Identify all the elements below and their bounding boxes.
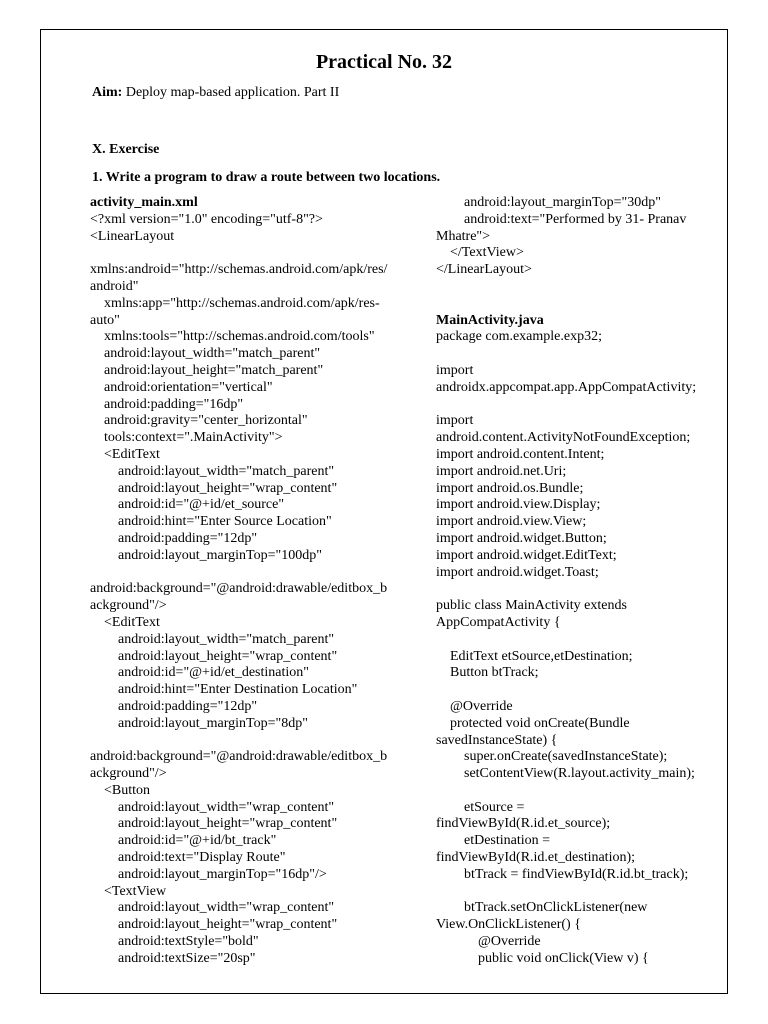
left-code-column <box>90 195 430 968</box>
exercise-heading: X. Exercise <box>92 142 160 157</box>
code-line: android:background="@android:drawable/editbox_b <box>90 749 388 765</box>
code-line: import android.os.Bundle; <box>436 480 584 496</box>
code-line: android:id="@+id/et_source" <box>90 497 285 513</box>
code-line: android:text="Display Route" <box>90 850 286 866</box>
code-line: findViewById(R.id.et_destination); <box>436 850 636 866</box>
code-line: <TextView <box>90 883 167 899</box>
code-line: android:id="@+id/bt_track" <box>90 833 277 849</box>
page-title: Practical No. 32 <box>315 51 453 73</box>
code-line: </LinearLayout> <box>436 262 532 278</box>
code-line: <EditText <box>90 446 160 462</box>
code-line: xmlns:tools="http://schemas.android.com/tools" <box>90 329 375 345</box>
code-line: android:padding="12dp" <box>90 530 258 546</box>
code-line <box>436 884 728 901</box>
code-line <box>436 783 728 800</box>
code-line: android:layout_height="wrap_content" <box>90 816 338 832</box>
code-line: android:id="@+id/et_destination" <box>90 665 309 681</box>
code-line: import android.content.Intent; <box>436 446 605 462</box>
code-line: @Override <box>436 934 541 950</box>
right-code-column <box>436 195 728 968</box>
code-line: android:layout_width="match_parent" <box>90 631 335 647</box>
code-file-heading: activity_main.xml <box>90 195 198 210</box>
code-line: findViewById(R.id.et_source); <box>436 816 611 832</box>
code-line: import android.widget.Button; <box>436 530 607 546</box>
code-line: super.onCreate(savedInstanceState); <box>436 749 668 765</box>
code-line: etSource = <box>436 799 525 815</box>
code-line: Mhatre"> <box>436 228 491 244</box>
code-line: Button btTrack; <box>436 665 539 681</box>
code-line: import android.net.Uri; <box>436 463 567 479</box>
code-line: btTrack = findViewById(R.id.bt_track); <box>436 866 689 882</box>
code-line: android:padding="16dp" <box>90 396 244 412</box>
code-line: <EditText <box>90 614 160 630</box>
code-line: import <box>436 362 474 378</box>
code-line: android:layout_marginTop="30dp" <box>436 195 661 210</box>
code-line <box>436 581 728 598</box>
code-line: android.content.ActivityNotFoundException; <box>436 430 691 446</box>
code-line <box>436 682 728 699</box>
code-line: android:layout_width="wrap_content" <box>90 900 335 916</box>
code-line: auto" <box>90 312 120 328</box>
code-line: package com.example.exp32; <box>436 329 602 345</box>
code-line: android:layout_height="wrap_content" <box>90 917 338 933</box>
code-line: android:background="@android:drawable/editbox_b <box>90 581 388 597</box>
code-line: androidx.appcompat.app.AppCompatActivity; <box>436 379 697 395</box>
code-line: tools:context=".MainActivity"> <box>90 430 283 446</box>
code-line: public class MainActivity extends <box>436 598 627 614</box>
code-line: <LinearLayout <box>90 228 175 244</box>
code-line: <Button <box>90 782 151 798</box>
code-line: android:layout_marginTop="16dp"/> <box>90 866 327 882</box>
code-line: android:layout_height="wrap_content" <box>90 648 338 664</box>
code-line: </TextView> <box>436 245 524 261</box>
code-line: android:hint="Enter Source Location" <box>90 514 332 530</box>
code-line <box>90 245 430 262</box>
aim-text: Deploy map-based application. Part II <box>122 85 340 100</box>
code-line: android:textStyle="bold" <box>90 934 259 950</box>
code-line: btTrack.setOnClickListener(new <box>436 900 648 916</box>
code-line: xmlns:app="http://schemas.android.com/apk/res- <box>90 295 380 311</box>
code-line: import android.view.Display; <box>436 497 601 513</box>
code-line: setContentView(R.layout.activity_main); <box>436 766 695 782</box>
aim-label: Aim: <box>92 85 123 100</box>
code-line: EditText etSource,etDestination; <box>436 648 633 664</box>
code-line <box>436 279 728 296</box>
code-line <box>436 632 728 649</box>
code-line: android:orientation="vertical" <box>90 379 273 395</box>
code-line <box>436 346 728 363</box>
code-line: android:textSize="20sp" <box>90 950 256 966</box>
code-line: import android.widget.EditText; <box>436 547 617 563</box>
code-line: @Override <box>436 698 513 714</box>
code-line: View.OnClickListener() { <box>436 917 581 933</box>
code-line: android:layout_height="match_parent" <box>90 362 324 378</box>
code-line: import android.view.View; <box>436 514 587 530</box>
code-line <box>436 397 728 414</box>
code-line: ackground"/> <box>90 766 167 782</box>
question-heading: 1. Write a program to draw a route between two locations. <box>92 170 441 185</box>
code-line: android:gravity="center_horizontal" <box>90 413 308 429</box>
code-line: android:layout_marginTop="100dp" <box>90 547 322 563</box>
code-line: android:layout_width="match_parent" <box>90 346 321 362</box>
code-line <box>436 296 728 313</box>
code-line: public void onClick(View v) { <box>436 950 649 966</box>
code-line: android:layout_height="wrap_content" <box>90 480 338 496</box>
code-line <box>90 733 430 750</box>
code-line: android:hint="Enter Destination Location" <box>90 682 358 698</box>
code-line: <?xml version="1.0" encoding="utf-8"?> <box>90 211 323 227</box>
code-line: ackground"/> <box>90 598 167 614</box>
code-line: android:layout_width="wrap_content" <box>90 799 335 815</box>
code-line: savedInstanceState) { <box>436 732 558 748</box>
code-line: android:text="Performed by 31- Pranav <box>436 211 687 227</box>
code-line: etDestination = <box>436 833 551 849</box>
aim-line <box>92 84 339 102</box>
code-line: protected void onCreate(Bundle <box>436 715 630 731</box>
code-line: android:layout_marginTop="8dp" <box>90 715 308 731</box>
code-line <box>90 565 430 582</box>
code-file-heading: MainActivity.java <box>436 312 544 328</box>
code-line: xmlns:android="http://schemas.android.com/apk/res/ <box>90 262 388 278</box>
code-line: android:layout_width="match_parent" <box>90 463 335 479</box>
code-line: android:padding="12dp" <box>90 698 258 714</box>
code-line: import android.widget.Toast; <box>436 564 599 580</box>
code-line: AppCompatActivity { <box>436 614 561 630</box>
code-line: import <box>436 413 474 429</box>
code-line: android" <box>90 278 139 294</box>
